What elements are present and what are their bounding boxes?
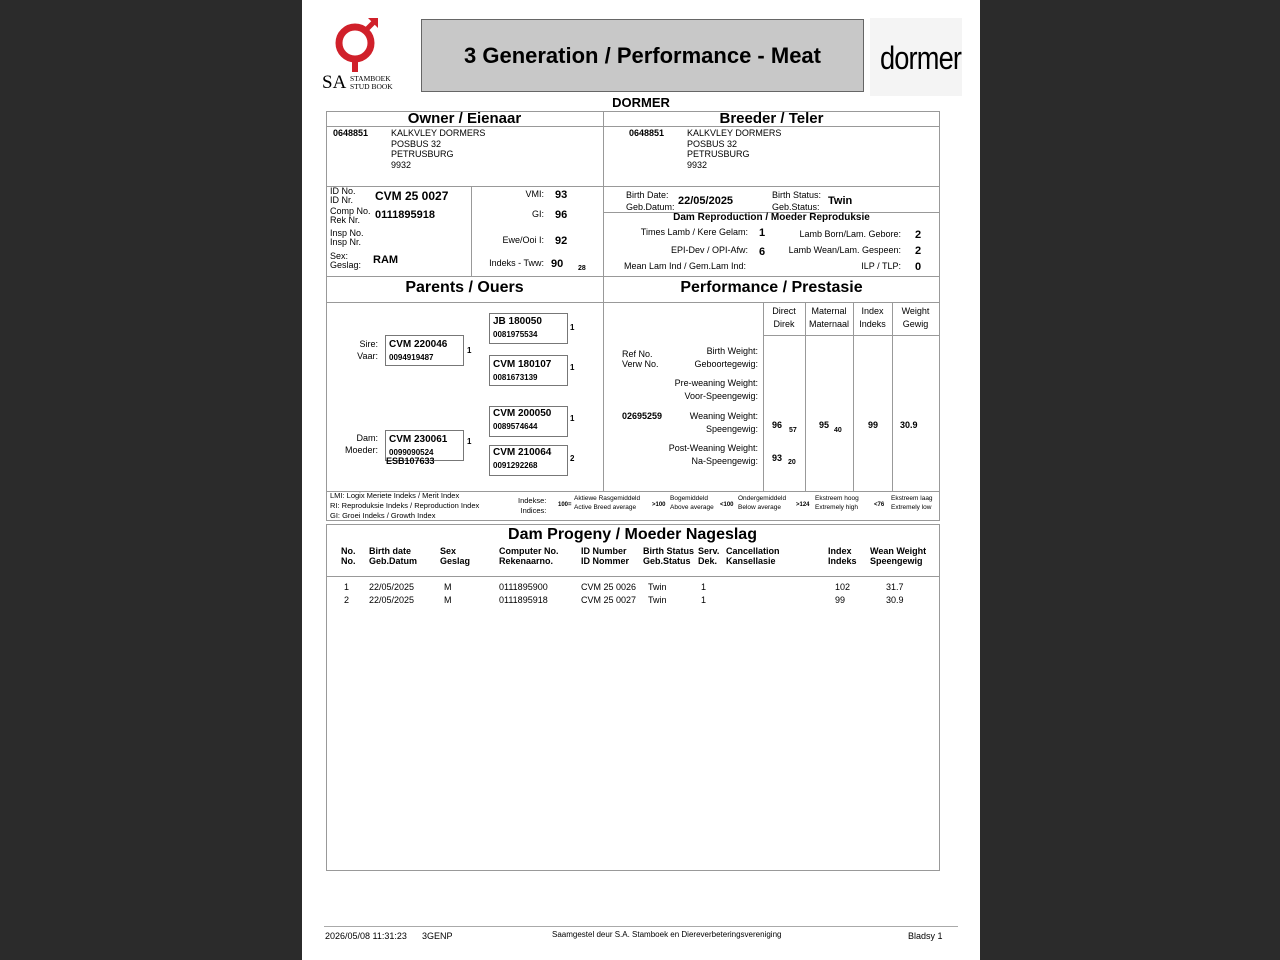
progeny-cell: CVM 25 0027	[581, 595, 637, 605]
progeny-cell: 0111895918	[499, 595, 548, 605]
dam-extra-id: ESB107633	[386, 456, 435, 466]
dam-sire-box: CVM 200050 0089574644	[489, 406, 568, 437]
ewe-value: 92	[555, 235, 568, 247]
dam-label: Dam: Moeder:	[344, 433, 378, 455]
report-page	[302, 0, 980, 960]
key-100-text: Aktiewe Rasgemiddeld Active Breed average	[574, 495, 641, 511]
progeny-col-header: ID Number ID Nommer	[581, 546, 630, 566]
progeny-cell: 22/05/2025	[369, 582, 415, 592]
birth-status-label: Birth Status: Geb.Status:	[772, 190, 822, 212]
owner-code: 0648851	[333, 128, 369, 138]
dam-box: CVM 230061 0099090524	[385, 430, 464, 461]
weaning-weight-label: Weaning Weight: Speengewig:	[689, 411, 758, 434]
tww-label: Indeks - Tww:	[489, 258, 544, 268]
wean-maternal-sub: 40	[834, 427, 842, 434]
key-gt124-text: Ekstreem hoog Extremely high	[815, 495, 859, 511]
dam-dam-count: 2	[570, 454, 575, 463]
comp-label: Comp No. Rek Nr.	[330, 206, 371, 225]
col-maternal: Maternal Maternaal	[808, 306, 850, 329]
epi-value: 6	[759, 246, 766, 258]
progeny-cell: 30.9	[886, 595, 904, 605]
wean-maternal: 95	[819, 420, 830, 430]
ewe-label: Ewe/Ooi I:	[502, 235, 544, 245]
progeny-cell: Twin	[648, 595, 667, 605]
progeny-col-header: Index Indeks	[828, 546, 857, 566]
key-gt100: >100	[652, 502, 666, 508]
birth-date: 22/05/2025	[678, 195, 734, 207]
footer-datetime: 2026/05/08 11:31:23	[325, 931, 407, 941]
animal-id: CVM 25 0027	[375, 189, 449, 203]
ilp-label: ILP / TLP:	[861, 261, 901, 271]
footer-code: 3GENP	[422, 931, 453, 941]
dam-sire-count: 1	[570, 414, 575, 423]
footer-page: Bladsy 1	[908, 931, 943, 941]
ilp-value: 0	[915, 261, 922, 273]
lamb-wean-label: Lamb Wean/Lam. Gespeen:	[788, 245, 901, 255]
post-direct-sub: 20	[788, 459, 796, 466]
ref-number: 02695259	[622, 411, 663, 421]
sire-dam-box: CVM 180107 0081673139	[489, 355, 568, 386]
post-weaning-label: Post-Weaning Weight: Na-Speengewig:	[668, 443, 758, 466]
sire-box: CVM 220046 0094919487	[385, 335, 464, 366]
wean-direct-sub: 57	[789, 427, 797, 434]
progeny-cell: 22/05/2025	[369, 595, 415, 605]
sire-label: Sire: Vaar:	[357, 339, 378, 361]
progeny-cell: 31.7	[886, 582, 904, 592]
progeny-cell: 1	[701, 595, 707, 605]
logo-sa-text: SA	[322, 72, 347, 93]
index-legend: LMI: Logix Meriete Indeks / Merit Index RI: Reproduksie Indeks / Reproduction Index GI: Groei Indeks / Growth Index	[330, 491, 480, 520]
dormer-logo: dormer	[870, 18, 962, 96]
breeder-heading: Breeder / Teler	[719, 110, 824, 127]
owner-address: KALKVLEY DORMERS POSBUS 32 PETRUSBURG 9932	[391, 128, 486, 170]
key-100: 100=	[558, 502, 572, 508]
lamb-wean-value: 2	[915, 245, 922, 257]
col-index: Index Indeks	[859, 306, 886, 329]
progeny-cell: CVM 25 0026	[581, 582, 637, 592]
key-lt100-text: Ondergemiddeld Below average	[738, 495, 787, 511]
progeny-col-header: Serv. Dek.	[698, 546, 720, 566]
progeny-col-header: No. No.	[341, 546, 356, 566]
key-lt76-text: Ekstreem laag Extremely low	[891, 495, 933, 511]
progeny-cell: M	[444, 595, 452, 605]
birth-status: Twin	[828, 195, 853, 207]
key-gt100-text: Bogemiddeld Above average	[670, 495, 714, 511]
birth-weight-label: Birth Weight: Geboortegewig:	[694, 346, 758, 369]
sex-label: Sex: Geslag:	[330, 251, 362, 270]
col-weight: Weight Gewig	[901, 306, 930, 329]
id-label: ID No. ID Nr.	[330, 186, 356, 205]
indices-label: Indekse: Indices:	[518, 496, 547, 515]
gi-label: GI:	[531, 209, 544, 219]
tww-value: 90	[551, 258, 564, 270]
footer-compiled: Saamgestel deur S.A. Stamboek en Diereverbeteringsvereniging	[552, 930, 782, 939]
wean-weight: 30.9	[900, 420, 918, 430]
col-direct: Direct Direk	[772, 306, 796, 329]
progeny-cell: M	[444, 582, 452, 592]
progeny-col-header: Birth date Geb.Datum	[369, 546, 418, 566]
progeny-cell: 99	[835, 595, 846, 605]
progeny-cell: 1	[701, 582, 707, 592]
key-lt100: <100	[720, 502, 734, 508]
page-title: 3 Generation / Performance - Meat	[464, 42, 821, 68]
progeny-col-header: Computer No. Rekenaarno.	[499, 546, 559, 566]
dam-repro-heading: Dam Reproduction / Moeder Reproduksie	[673, 212, 870, 223]
progeny-cell: 2	[344, 595, 350, 605]
progeny-col-header: Sex Geslag	[440, 546, 471, 566]
sire-dam-count: 1	[570, 363, 575, 372]
comp-number: 0111895918	[375, 209, 435, 221]
logo-sub-text: STAMBOEK STUD BOOK	[350, 74, 393, 91]
ref-label: Ref No. Verw No.	[622, 349, 659, 369]
breeder-address: KALKVLEY DORMERS POSBUS 32 PETRUSBURG 9932	[687, 128, 782, 170]
epi-label: EPI-Dev / OPI-Afw:	[670, 245, 748, 255]
dam-dam-box: CVM 210064 0091292268	[489, 445, 568, 476]
progeny-cell: 1	[344, 582, 350, 592]
vmi-label: VMI:	[525, 189, 544, 199]
sire-sire-count: 1	[570, 323, 575, 332]
key-gt124: >124	[796, 502, 810, 508]
mean-lam-label: Mean Lam Ind / Gem.Lam Ind:	[624, 261, 747, 271]
sire-count: 1	[467, 346, 472, 355]
progeny-cell: Twin	[648, 582, 667, 592]
times-lamb-value: 1	[759, 227, 766, 239]
progeny-col-header: Cancellation Kansellasie	[726, 546, 780, 566]
pre-weaning-label: Pre-weaning Weight: Voor-Speengewig:	[674, 378, 758, 401]
key-lt76: <76	[874, 502, 885, 508]
post-direct: 93	[772, 453, 783, 463]
lamb-born-value: 2	[915, 229, 922, 241]
sire-sire-box: JB 180050 0081975534	[489, 313, 568, 344]
progeny-col-header: Birth Status Geb.Status	[643, 546, 695, 566]
title-box	[421, 19, 864, 92]
progeny-cell: 102	[835, 582, 851, 592]
insp-label: Insp No. Insp Nr.	[330, 228, 364, 247]
birth-date-label: Birth Date: Geb.Datum:	[626, 190, 675, 212]
breed-name: DORMER	[612, 95, 670, 110]
parents-heading: Parents / Ouers	[405, 279, 524, 296]
sex-value: RAM	[373, 254, 399, 266]
times-lamb-label: Times Lamb / Kere Gelam:	[640, 227, 748, 237]
gi-value: 96	[555, 209, 568, 221]
progeny-heading: Dam Progeny / Moeder Nageslag	[508, 526, 757, 543]
vmi-value: 93	[555, 189, 568, 201]
progeny-cell: 0111895900	[499, 582, 548, 592]
wean-index: 99	[868, 420, 879, 430]
wean-direct: 96	[772, 420, 783, 430]
performance-heading: Performance / Prestasie	[680, 279, 863, 296]
dam-count: 1	[467, 437, 472, 446]
sa-studbook-logo-icon	[330, 16, 380, 72]
progeny-col-header: Wean Weight Speengewig	[870, 546, 927, 566]
lamb-born-label: Lamb Born/Lam. Gebore:	[799, 229, 901, 239]
breeder-code: 0648851	[629, 128, 665, 138]
tww-sub: 28	[578, 265, 586, 272]
owner-heading: Owner / Eienaar	[407, 110, 522, 127]
